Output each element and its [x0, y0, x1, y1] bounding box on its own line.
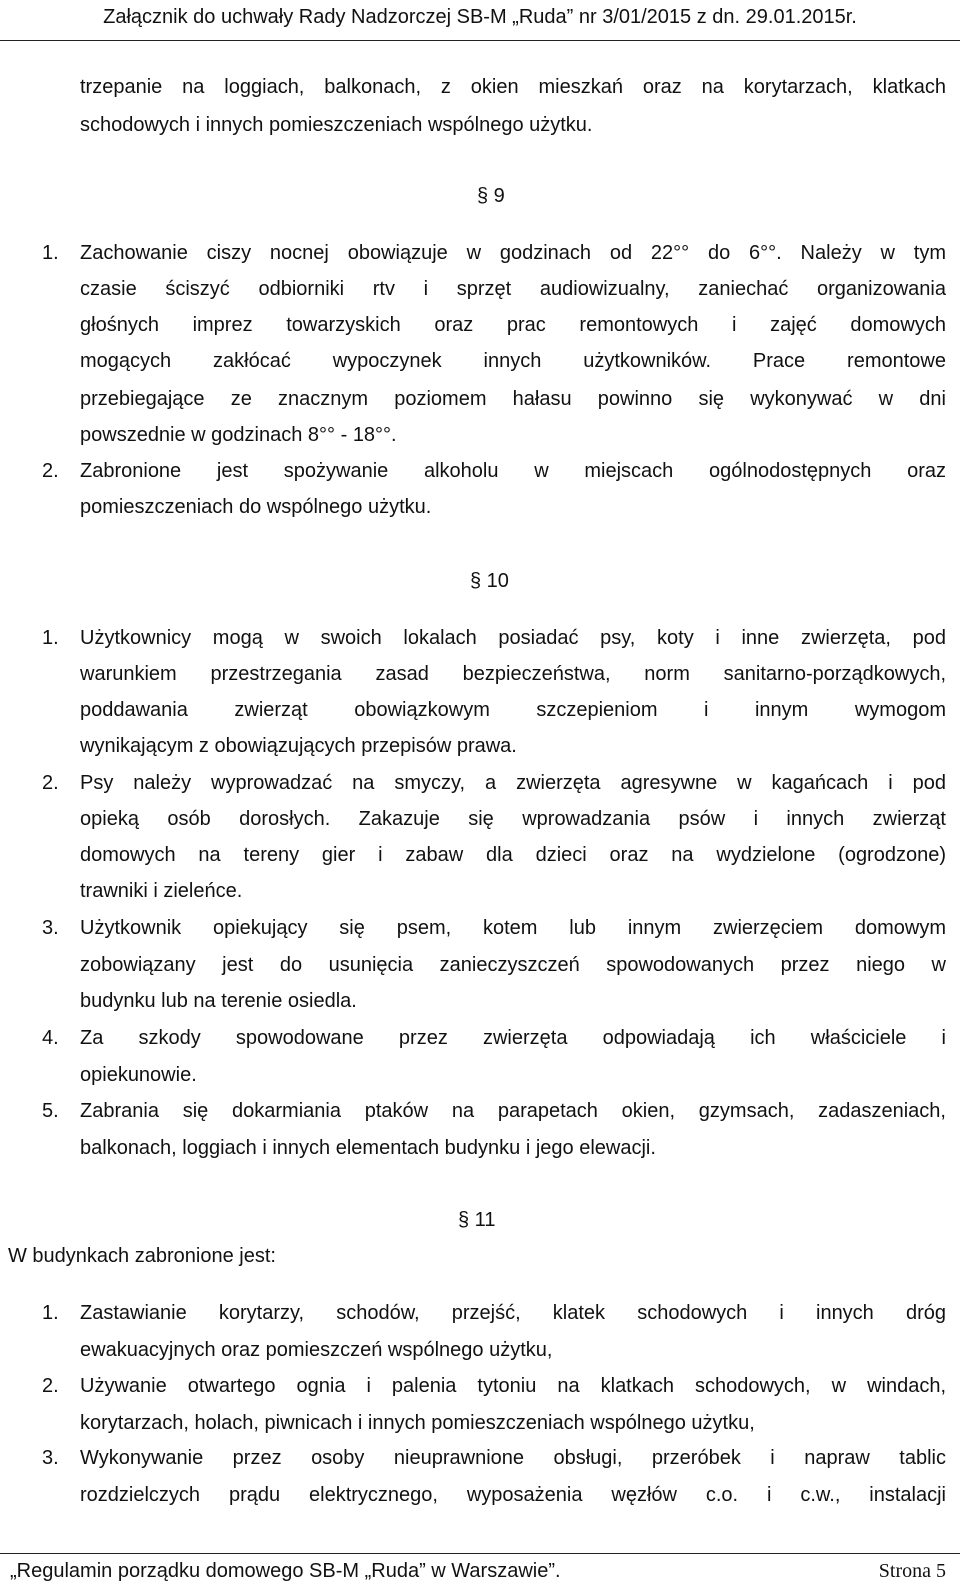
paragraph-line: warunkiem przestrzegania zasad bezpieczeństwa, norm sanitarno-porządkowych, — [80, 663, 946, 685]
paragraph-line: Wykonywanie przez osoby nieuprawnione obsługi, przeróbek i napraw tablic — [80, 1447, 946, 1469]
paragraph-line: poddawania zwierząt obowiązkowym szczepieniom i innym wymogom — [80, 699, 946, 721]
paragraph-line: Zabronione jest spożywanie alkoholu w miejscach ogólnodostępnych oraz — [80, 460, 946, 482]
paragraph-line: schodowych i innych pomieszczeniach wspólnego użytku. — [80, 114, 593, 136]
list-number: 1. — [42, 627, 59, 649]
paragraph-line: balkonach, loggiach i innych elementach budynku i jego elewacji. — [80, 1137, 656, 1159]
list-number: 2. — [42, 772, 59, 794]
page-header — [0, 0, 960, 41]
paragraph-line: domowych na tereny gier i zabaw dla dzieci oraz na wydzielone (ogrodzone) — [80, 844, 946, 866]
paragraph-line: Psy należy wyprowadzać na smyczy, a zwierzęta agresywne w kagańcach i pod — [80, 772, 946, 794]
paragraph-line: trawniki i zieleńce. — [80, 880, 243, 902]
paragraph-line: mogących zakłócać wypoczynek innych użytkowników. Prace remontowe — [80, 350, 946, 372]
paragraph-line: przebiegające ze znacznym poziomem hałasu powinno się wykonywać w dni — [80, 388, 946, 410]
paragraph-line: opiekunowie. — [80, 1064, 197, 1086]
list-number: 5. — [42, 1100, 59, 1122]
paragraph-line: Zastawianie korytarzy, schodów, przejść, klatek schodowych i innych dróg — [80, 1302, 946, 1324]
section-heading-9: § 9 — [477, 185, 505, 207]
list-number: 1. — [42, 242, 59, 264]
page-number: Strona 5 — [878, 1560, 946, 1582]
section-heading-10: § 10 — [470, 570, 509, 592]
paragraph-line: wynikającym z obowiązujących przepisów prawa. — [80, 735, 517, 757]
list-number: 2. — [42, 1375, 59, 1397]
section-heading-11: § 11 — [458, 1209, 496, 1231]
paragraph-line: opieką osób dorosłych. Zakazuje się wprowadzania psów i innych zwierząt — [80, 808, 946, 830]
list-number: 1. — [42, 1302, 59, 1324]
paragraph-line: czasie ściszyć odbiorniki rtv i sprzęt audiowizualny, zaniechać organizowania — [80, 278, 946, 300]
paragraph-line: powszednie w godzinach 8°° - 18°°. — [80, 424, 397, 446]
paragraph-line: zobowiązany jest do usunięcia zanieczyszczeń spowodowanych przez niego w — [80, 954, 946, 976]
paragraph-line: Za szkody spowodowane przez zwierzęta odpowiadają ich właściciele i — [80, 1027, 946, 1049]
paragraph-line: Zachowanie ciszy nocnej obowiązuje w godzinach od 22°° do 6°°. Należy w tym — [80, 242, 946, 264]
paragraph-line: trzepanie na loggiach, balkonach, z okien mieszkań oraz na korytarzach, klatkach — [80, 76, 946, 98]
header-text: Załącznik do uchwały Rady Nadzorczej SB-M „Ruda” nr 3/01/2015 z dn. 29.01.2015r. — [103, 6, 857, 28]
list-number: 4. — [42, 1027, 59, 1049]
list-number: 3. — [42, 917, 59, 939]
paragraph-line: rozdzielczych prądu elektrycznego, wyposażenia węzłów c.o. i c.w., instalacji — [80, 1484, 946, 1506]
paragraph-line: pomieszczeniach do wspólnego użytku. — [80, 496, 432, 518]
page-footer — [0, 1553, 960, 1588]
section-lead: W budynkach zabronione jest: — [8, 1245, 276, 1267]
list-number: 3. — [42, 1447, 59, 1469]
paragraph-line: ewakuacyjnych oraz pomieszczeń wspólnego użytku, — [80, 1339, 553, 1361]
paragraph-line: głośnych imprez towarzyskich oraz prac remontowych i zajęć domowych — [80, 314, 946, 336]
paragraph-line: budynku lub na terenie osiedla. — [80, 990, 357, 1012]
paragraph-line: korytarzach, holach, piwnicach i innych pomieszczeniach wspólnego użytku, — [80, 1412, 755, 1434]
footer-title: „Regulamin porządku domowego SB-M „Ruda” w Warszawie”. — [10, 1560, 561, 1582]
paragraph-line: Zabrania się dokarmiania ptaków na parapetach okien, gzymsach, zadaszeniach, — [80, 1100, 946, 1122]
paragraph-line: Używanie otwartego ognia i palenia tytoniu na klatkach schodowych, w windach, — [80, 1375, 946, 1397]
paragraph-line: Użytkownik opiekujący się psem, kotem lub innym zwierzęciem domowym — [80, 917, 946, 939]
paragraph-line: Użytkownicy mogą w swoich lokalach posiadać psy, koty i inne zwierzęta, pod — [80, 627, 946, 649]
list-number: 2. — [42, 460, 59, 482]
